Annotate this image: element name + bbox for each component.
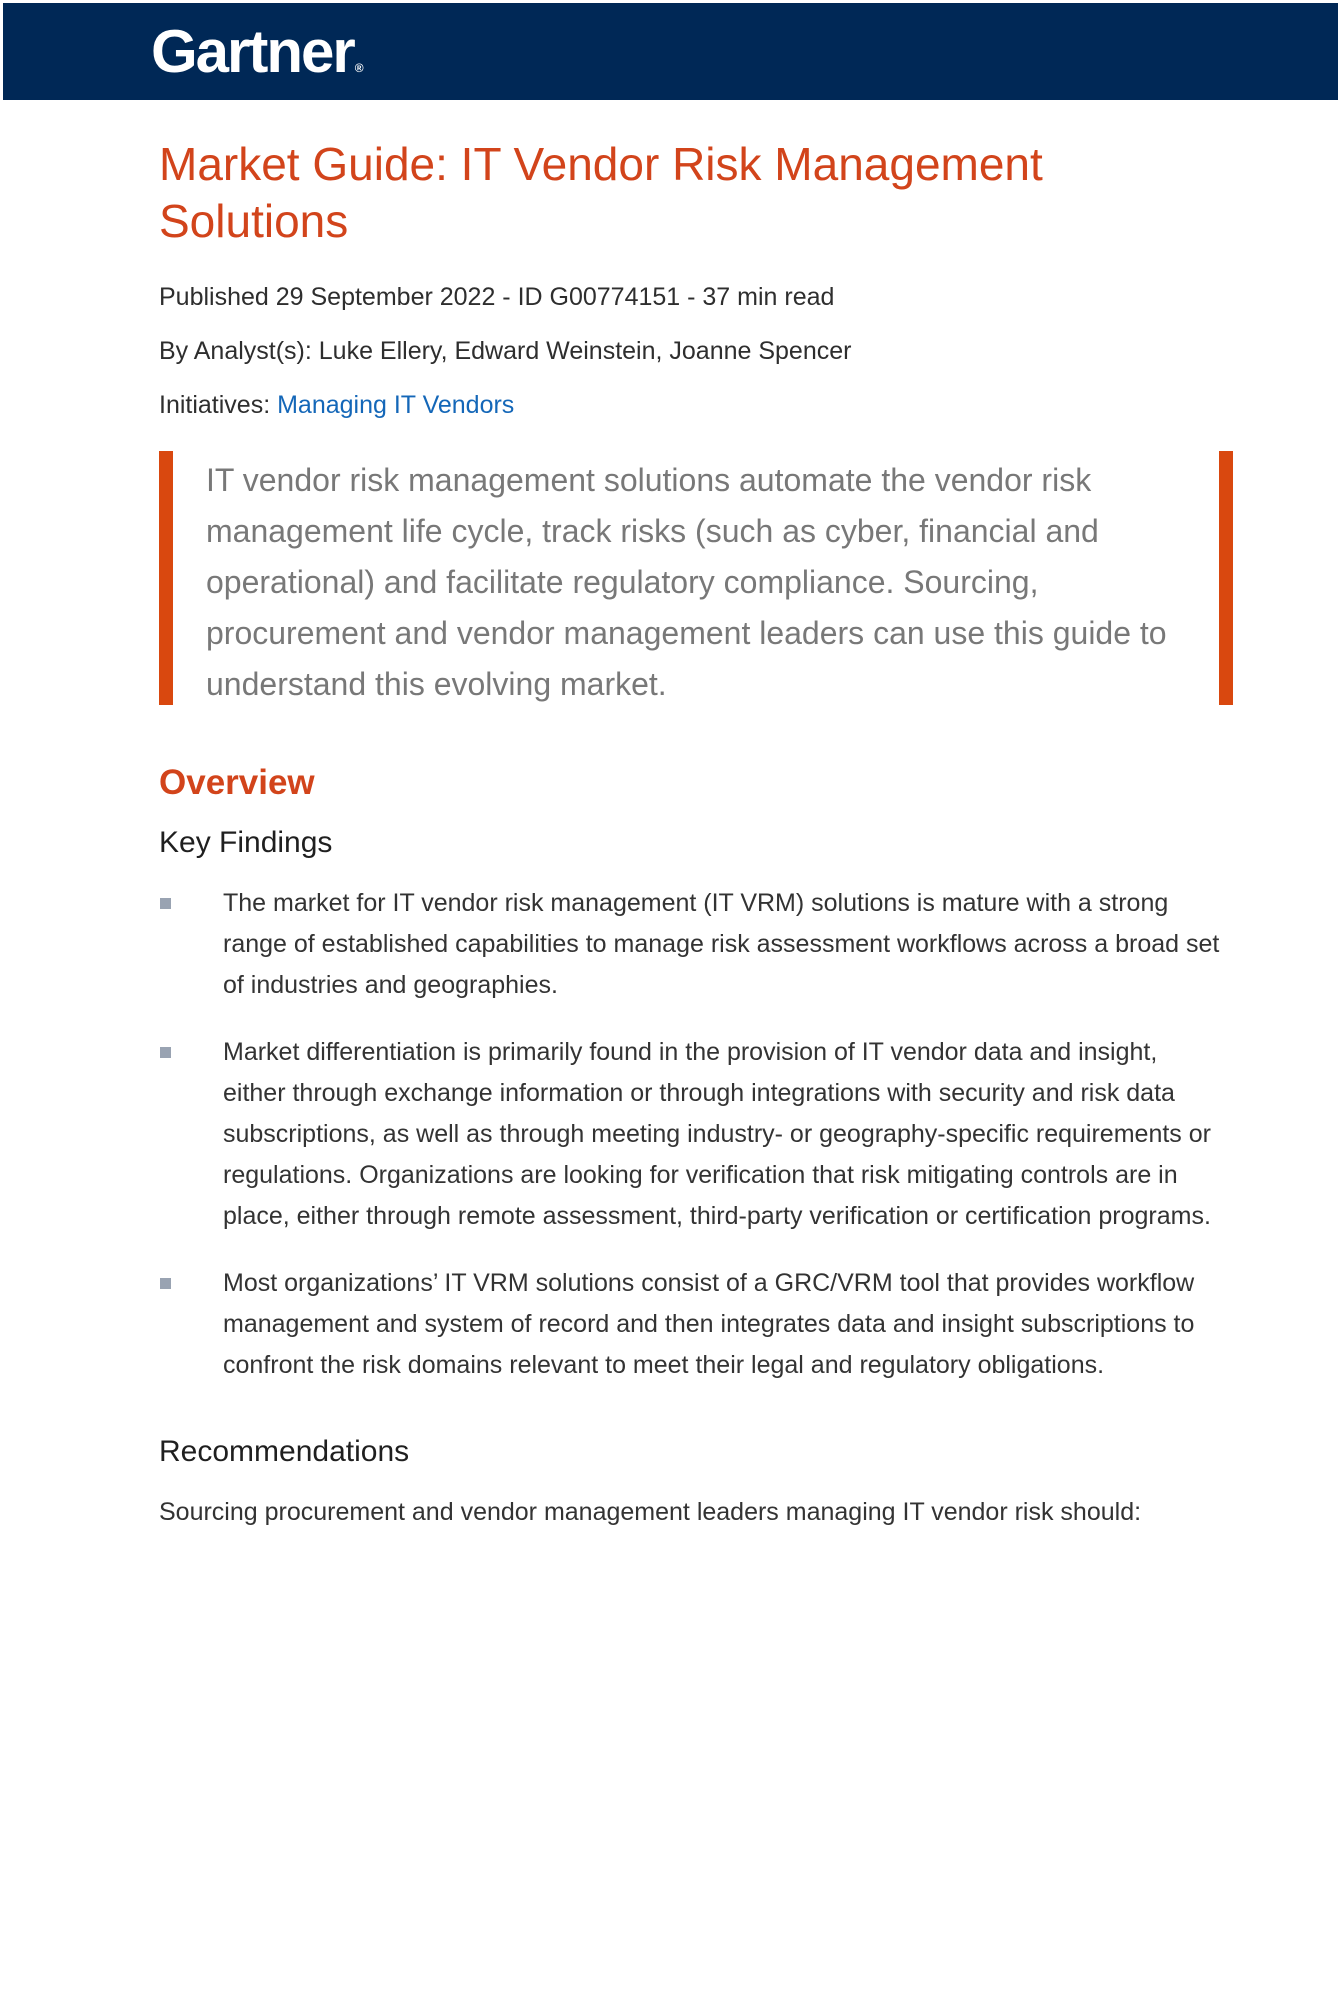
- initiatives-link[interactable]: Managing IT Vendors: [277, 391, 515, 419]
- initiatives-info: [159, 391, 1239, 419]
- initiatives-label: Initiatives:: [159, 391, 278, 419]
- analysts-info: By Analyst(s): Luke Ellery, Edward Weinstein, Joanne Spencer: [159, 337, 852, 365]
- published-info: Published 29 September 2022 - ID G00774151 - 37 min read: [159, 283, 835, 311]
- finding-text: Market differentiation is primarily found in the provision of IT vendor data and insight, either through exchange information or through integrations with security and risk data subscriptions, as well as through meeting industry- or geography-specific requirements or regulations. Organizations are looking for verification that risk mitigating controls are in place, either through remote assessment, third-party verification or certification programs.: [223, 1038, 1211, 1230]
- callout-right-bar: [1219, 451, 1233, 705]
- overview-heading: Overview: [159, 763, 315, 802]
- logo-text: Gartner: [151, 18, 354, 85]
- registered-mark: ®: [354, 61, 364, 75]
- recommendations-heading: Recommendations: [159, 1435, 410, 1468]
- list-item: [159, 883, 1223, 1006]
- square-bullet-icon: [160, 898, 171, 909]
- summary-callout: [159, 451, 1233, 705]
- callout-left-bar: [159, 451, 173, 705]
- key-findings-heading: Key Findings: [159, 826, 333, 859]
- list-item: [159, 1263, 1223, 1386]
- square-bullet-icon: [160, 1047, 171, 1058]
- summary-text: IT vendor risk management solutions automate the vendor risk management life cycle, track risks (such as cyber, financial and operational) and facilitate regulatory compliance. Sourcing, procurement and vendor management leaders can use this guide to understand this evolving market.: [206, 462, 1167, 702]
- document-body: [159, 136, 1239, 1527]
- page-title: Market Guide: IT Vendor Risk Management Solutions: [159, 138, 1043, 247]
- recommendations-intro: Sourcing procurement and vendor management leaders managing IT vendor risk should:: [159, 1498, 1142, 1526]
- header-bar: [3, 3, 1338, 100]
- finding-text: The market for IT vendor risk management (IT VRM) solutions is mature with a strong range of established capabilities to manage risk assessment workflows across a broad set of industries and geographies.: [223, 889, 1220, 999]
- key-findings-list: [159, 883, 1239, 1386]
- finding-text: Most organizations’ IT VRM solutions consist of a GRC/VRM tool that provides workflow management and system of record and then integrates data and insight subscriptions to confront the risk domains relevant to meet their legal and regulatory obligations.: [223, 1269, 1195, 1379]
- list-item: [159, 1032, 1223, 1237]
- square-bullet-icon: [160, 1278, 171, 1289]
- gartner-logo[interactable]: [151, 17, 364, 103]
